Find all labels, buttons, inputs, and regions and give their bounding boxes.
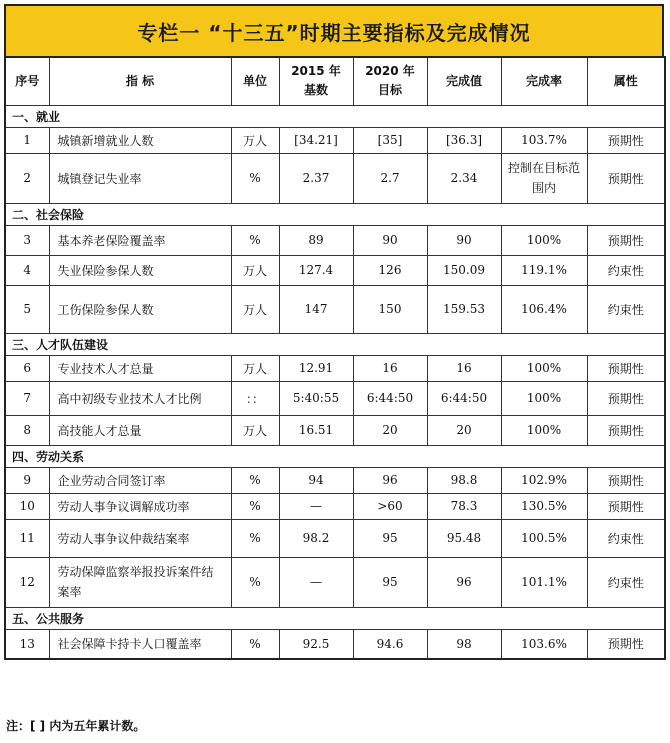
footnote: 注：[ ] 内为五年累计数。	[6, 719, 146, 733]
cell-target: 126	[353, 255, 427, 285]
table-row	[5, 467, 665, 493]
cell-unit: %	[231, 493, 279, 519]
header-row	[5, 57, 665, 105]
cell-indicator: 城镇新增就业人数	[49, 127, 231, 153]
cell-attr: 预期性	[587, 467, 665, 493]
cell-attr: 预期性	[587, 629, 665, 659]
cell-base: 94	[279, 467, 353, 493]
indicator-table	[4, 56, 666, 660]
header-base-2015-line1: 2015 年	[291, 64, 341, 79]
header-unit: 单位	[231, 57, 279, 105]
header-attr: 属性	[587, 57, 665, 105]
section-title: 四、劳动关系	[5, 445, 665, 467]
cell-unit: 万人	[231, 415, 279, 445]
cell-target: 6:44:50	[353, 381, 427, 415]
section-row	[5, 607, 665, 629]
cell-indicator: 劳动人事争议调解成功率	[49, 493, 231, 519]
cell-actual: 150.09	[427, 255, 501, 285]
cell-unit: ：：	[231, 381, 279, 415]
cell-indicator: 失业保险参保人数	[49, 255, 231, 285]
section-row	[5, 105, 665, 127]
cell-actual: 98	[427, 629, 501, 659]
indicator-table-panel	[4, 4, 664, 660]
cell-unit: %	[231, 225, 279, 255]
cell-seq: 7	[5, 381, 49, 415]
cell-attr: 约束性	[587, 557, 665, 607]
cell-rate: 103.7%	[501, 127, 587, 153]
cell-unit: %	[231, 519, 279, 557]
cell-target: 95	[353, 557, 427, 607]
cell-rate: 100.5%	[501, 519, 587, 557]
cell-attr: 预期性	[587, 153, 665, 203]
cell-base: 5:40:55	[279, 381, 353, 415]
header-target-2020-line2: 目标	[377, 83, 402, 98]
cell-attr: 约束性	[587, 519, 665, 557]
table-row	[5, 255, 665, 285]
table-row	[5, 355, 665, 381]
cell-actual: 6:44:50	[427, 381, 501, 415]
cell-target: >60	[353, 493, 427, 519]
cell-rate: 106.4%	[501, 285, 587, 333]
cell-rate: 100%	[501, 225, 587, 255]
cell-rate: 101.1%	[501, 557, 587, 607]
table-row	[5, 493, 665, 519]
cell-actual: 20	[427, 415, 501, 445]
cell-rate: 130.5%	[501, 493, 587, 519]
cell-unit: 万人	[231, 355, 279, 381]
cell-seq: 4	[5, 255, 49, 285]
cell-target: 20	[353, 415, 427, 445]
section-row	[5, 203, 665, 225]
cell-actual: 16	[427, 355, 501, 381]
cell-rate: 100%	[501, 415, 587, 445]
cell-rate: 103.6%	[501, 629, 587, 659]
cell-actual: [36.3]	[427, 127, 501, 153]
cell-base: —	[279, 493, 353, 519]
cell-actual: 78.3	[427, 493, 501, 519]
cell-attr: 预期性	[587, 355, 665, 381]
table-row	[5, 557, 665, 607]
header-base-2015-line2: 基数	[303, 83, 328, 98]
cell-indicator: 社会保障卡持卡人口覆盖率	[49, 629, 231, 659]
cell-base: 92.5	[279, 629, 353, 659]
cell-actual: 159.53	[427, 285, 501, 333]
cell-target: 94.6	[353, 629, 427, 659]
table-row	[5, 629, 665, 659]
table-title: 专栏一 “十三五”时期主要指标及完成情况	[4, 4, 664, 56]
cell-target: 16	[353, 355, 427, 381]
cell-seq: 3	[5, 225, 49, 255]
cell-seq: 1	[5, 127, 49, 153]
section-title: 二、社会保险	[5, 203, 665, 225]
cell-actual: 98.8	[427, 467, 501, 493]
cell-rate: 控制在目标范围内	[501, 153, 587, 203]
cell-base: —	[279, 557, 353, 607]
cell-attr: 预期性	[587, 493, 665, 519]
cell-unit: 万人	[231, 285, 279, 333]
cell-base: 12.91	[279, 355, 353, 381]
cell-seq: 2	[5, 153, 49, 203]
cell-seq: 8	[5, 415, 49, 445]
cell-seq: 5	[5, 285, 49, 333]
cell-indicator: 基本养老保险覆盖率	[49, 225, 231, 255]
header-rate: 完成率	[501, 57, 587, 105]
cell-rate: 100%	[501, 355, 587, 381]
table-row	[5, 127, 665, 153]
table-row	[5, 415, 665, 445]
header-indicator: 指 标	[49, 57, 231, 105]
cell-unit: %	[231, 153, 279, 203]
cell-rate: 100%	[501, 381, 587, 415]
cell-actual: 90	[427, 225, 501, 255]
cell-base: 127.4	[279, 255, 353, 285]
cell-rate: 119.1%	[501, 255, 587, 285]
cell-target: 96	[353, 467, 427, 493]
header-base-2015	[279, 57, 353, 105]
cell-seq: 13	[5, 629, 49, 659]
cell-rate: 102.9%	[501, 467, 587, 493]
cell-actual: 95.48	[427, 519, 501, 557]
section-title: 五、公共服务	[5, 607, 665, 629]
cell-indicator: 高中初级专业技术人才比例	[49, 381, 231, 415]
cell-seq: 9	[5, 467, 49, 493]
cell-attr: 预期性	[587, 381, 665, 415]
cell-attr: 预期性	[587, 225, 665, 255]
cell-unit: 万人	[231, 255, 279, 285]
cell-base: 98.2	[279, 519, 353, 557]
cell-target: 95	[353, 519, 427, 557]
cell-attr: 预期性	[587, 415, 665, 445]
cell-unit: %	[231, 467, 279, 493]
cell-unit: %	[231, 629, 279, 659]
cell-indicator: 劳动保障监察举报投诉案件结案率	[49, 557, 231, 607]
cell-base: [34.21]	[279, 127, 353, 153]
cell-attr: 预期性	[587, 127, 665, 153]
section-row	[5, 333, 665, 355]
table-row	[5, 153, 665, 203]
table-row	[5, 225, 665, 255]
cell-indicator: 高技能人才总量	[49, 415, 231, 445]
cell-target: 150	[353, 285, 427, 333]
cell-seq: 10	[5, 493, 49, 519]
header-actual: 完成值	[427, 57, 501, 105]
cell-base: 147	[279, 285, 353, 333]
section-title: 三、人才队伍建设	[5, 333, 665, 355]
cell-indicator: 劳动人事争议仲裁结案率	[49, 519, 231, 557]
cell-indicator: 企业劳动合同签订率	[49, 467, 231, 493]
cell-attr: 约束性	[587, 285, 665, 333]
cell-unit: 万人	[231, 127, 279, 153]
header-seq: 序号	[5, 57, 49, 105]
cell-attr: 约束性	[587, 255, 665, 285]
cell-indicator: 专业技术人才总量	[49, 355, 231, 381]
cell-seq: 6	[5, 355, 49, 381]
table-row	[5, 519, 665, 557]
cell-unit: %	[231, 557, 279, 607]
cell-seq: 11	[5, 519, 49, 557]
section-title: 一、就业	[5, 105, 665, 127]
table-row	[5, 285, 665, 333]
cell-actual: 2.34	[427, 153, 501, 203]
cell-indicator: 城镇登记失业率	[49, 153, 231, 203]
cell-target: 2.7	[353, 153, 427, 203]
cell-base: 89	[279, 225, 353, 255]
cell-actual: 96	[427, 557, 501, 607]
cell-target: [35]	[353, 127, 427, 153]
cell-indicator: 工伤保险参保人数	[49, 285, 231, 333]
section-row	[5, 445, 665, 467]
cell-seq: 12	[5, 557, 49, 607]
cell-base: 16.51	[279, 415, 353, 445]
header-target-2020	[353, 57, 427, 105]
header-target-2020-line1: 2020 年	[365, 64, 415, 79]
cell-base: 2.37	[279, 153, 353, 203]
cell-target: 90	[353, 225, 427, 255]
table-row	[5, 381, 665, 415]
